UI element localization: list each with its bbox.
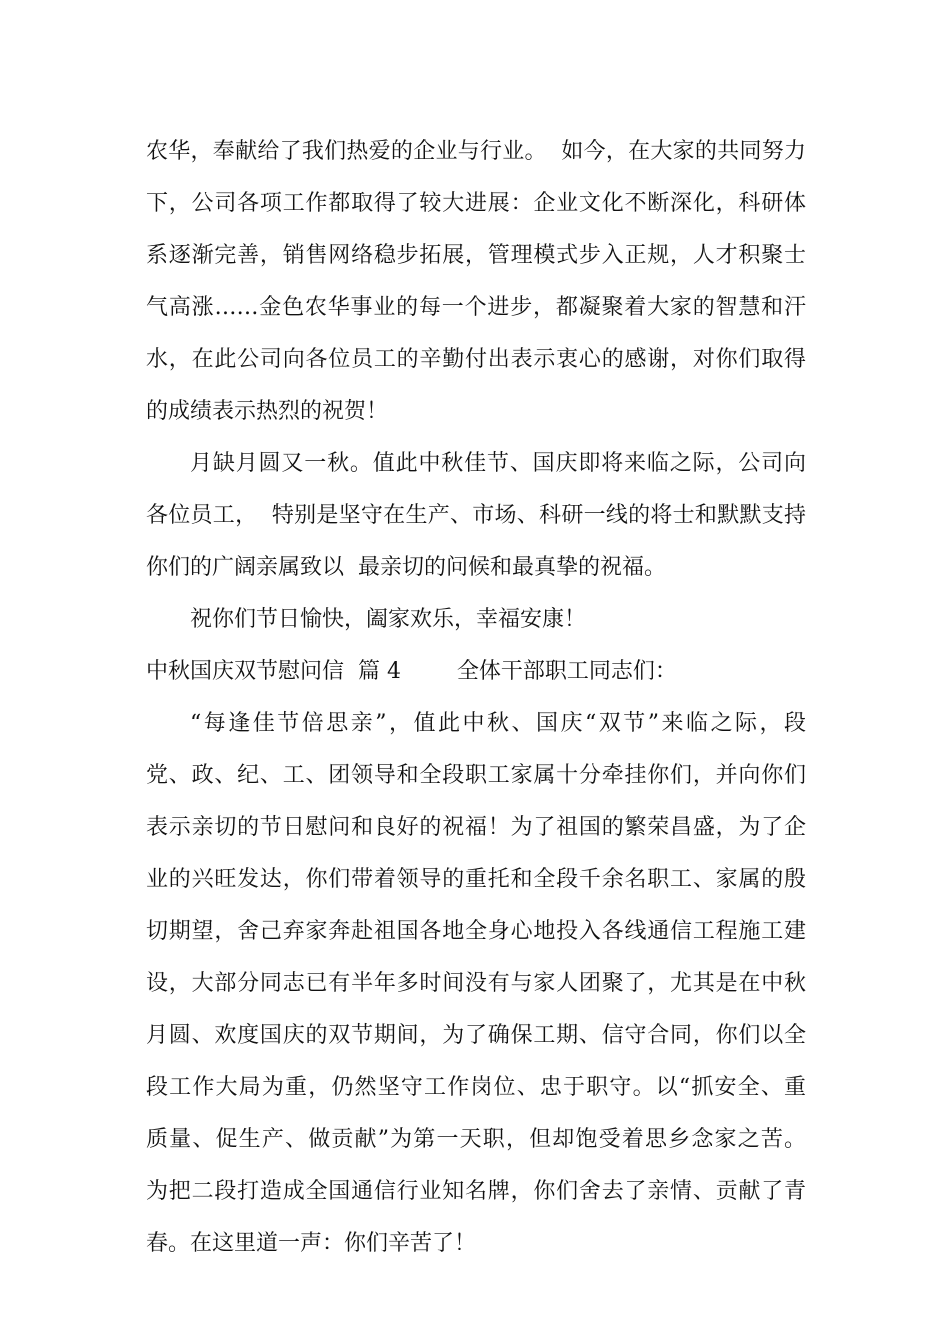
text-line: 农华，奉献给了我们热爱的企业与行业。 如今，在大家的共同努力 [146,139,806,164]
text-line: 段工作大局为重，仍然坚守工作岗位、忠于职守。以“抓安全、重 [146,1075,806,1100]
section-heading: 中秋国庆双节慰问信 篇 4 全体干部职工同志们： [146,659,677,684]
text-line: 你们的广阔亲属致以 最亲切的问候和最真挚的祝福。 [146,555,666,580]
text-line: 祝你们节日愉快，阖家欢乐，幸福安康！ [190,607,587,632]
text-line: “每逢佳节倍思亲”，值此中秋、国庆“双节”来临之际，段 [190,711,806,736]
text-line: 设，大部分同志已有半年多时间没有与家人团聚了，尤其是在中秋 [146,971,806,996]
text-line: 的成绩表示热烈的祝贺！ [146,399,389,424]
text-line: 下，公司各项工作都取得了较大进展：企业文化不断深化，科研体 [146,191,806,216]
text-line: 系逐渐完善，销售网络稳步拓展，管理模式步入正规，人才积聚士 [146,243,806,268]
text-line: 月缺月圆又一秋。值此中秋佳节、国庆即将来临之际，公司向 [190,451,806,476]
document-body [146,128,806,1272]
text-line: 质量、促生产、做贡献”为第一天职，但却饱受着思乡念家之苦。 [146,1127,806,1152]
text-line: 水，在此公司向各位员工的辛勤付出表示衷心的感谢，对你们取得 [146,347,806,372]
text-line: 切期望，舍己弃家奔赴祖国各地全身心地投入各线通信工程施工建 [146,919,806,944]
text-line: 月圆、欢度国庆的双节期间，为了确保工期、信守合同，你们以全 [146,1023,806,1048]
text-line: 党、政、纪、工、团领导和全段职工家属十分牵挂你们，并向你们 [146,763,806,788]
text-line: 业的兴旺发达，你们带着领导的重托和全段千余名职工、家属的殷 [146,867,806,892]
text-line: 为把二段打造成全国通信行业知名牌，你们舍去了亲情、贡献了青 [146,1179,806,1204]
text-line: 各位员工， 特别是坚守在生产、市场、科研一线的将士和默默支持 [146,503,806,528]
text-line: 春。在这里道一声：你们辛苦了！ [146,1231,477,1256]
text-line: 气高涨……金色农华事业的每一个进步，都凝聚着大家的智慧和汗 [146,295,806,320]
text-line: 表示亲切的节日慰问和良好的祝福！为了祖国的繁荣昌盛，为了企 [146,815,806,840]
